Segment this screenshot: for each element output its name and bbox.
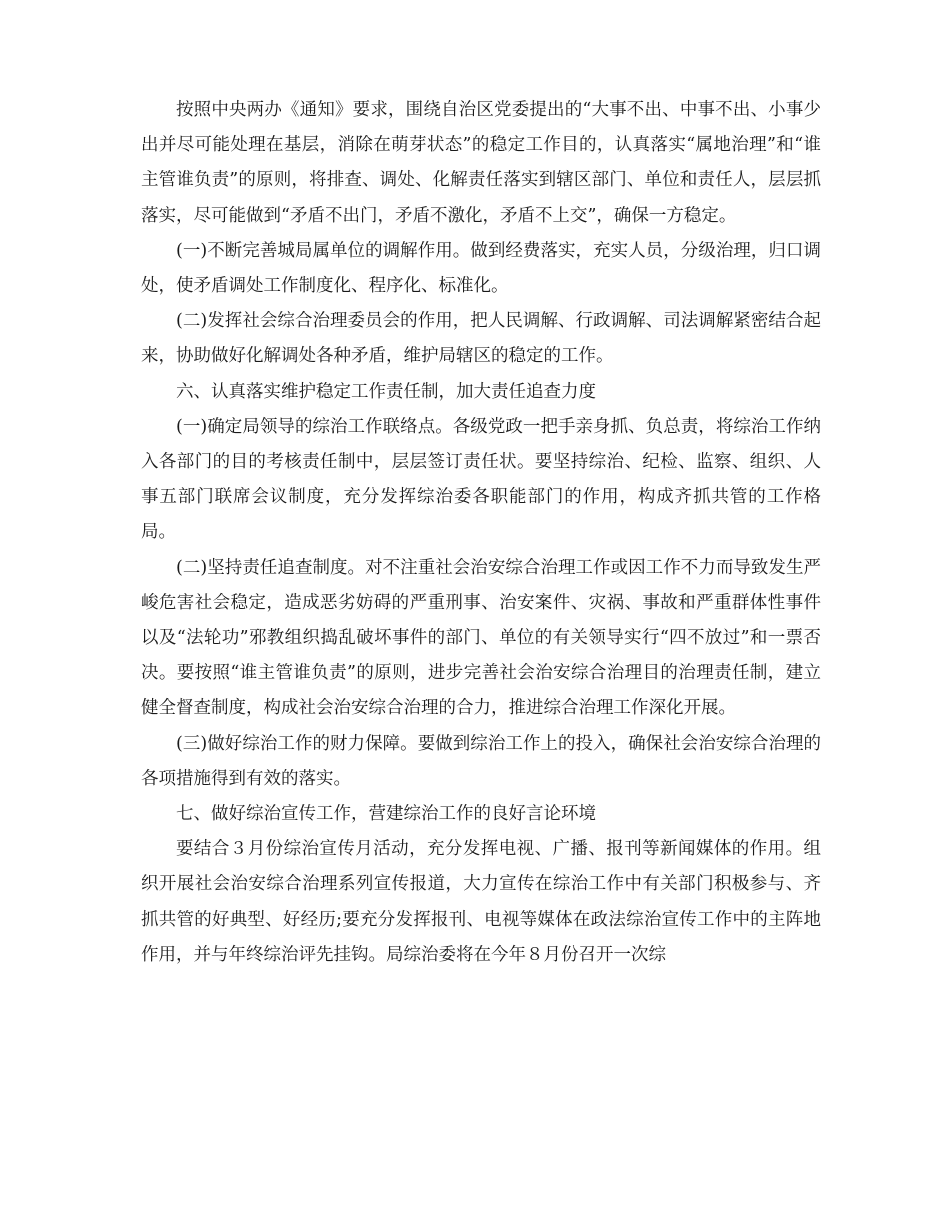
paragraph-6-item-3: (三)做好综治工作的财力保障。要做到综治工作上的投入，确保社会治安综合治理的各项措施得到有效的落实。 xyxy=(141,733,821,789)
paragraph-7-body: 要结合３月份综治宣传月活动，充分发挥电视、广播、报刊等新闻媒体的作用。组织开展社会治安综合治理系列宣传报道，大力宣传在综治工作中有关部门积极参与、齐抓共管的好典型、好经历;要充分发挥报刊、电视等媒体在政法综治宣传工作中的主阵地作用，并与年终综治评先挂钩。局综治委将在今年８月份召开一次综 xyxy=(141,839,821,965)
paragraph-item-2: (二)发挥社会综合治理委员会的作用，把人民调解、行政调解、司法调解紧密结合起来，协助做好化解调处各种矛盾，维护局辖区的稳定的工作。 xyxy=(141,311,821,367)
section-heading-7: 七、做好综治宣传工作，营建综治工作的良好言论环境 xyxy=(176,804,596,825)
paragraph-6-item-1: (一)确定局领导的综治工作联络点。各级党政一把手亲身抓、负总责，将综治工作纳入各部门的目的考核责任制中，层层签订责任状。要坚持综治、纪检、监察、组织、人事五部门联席会议制度，充分发挥综治委各职能部门的作用，构成齐抓共管的工作格局。 xyxy=(141,416,821,543)
paragraph-intro: 按照中央两办《通知》要求，围绕自治区党委提出的“大事不出、中事不出、小事少出并尽可能处理在基层，消除在萌芽状态”的稳定工作目的，认真落实“属地治理”和“谁主管谁负责”的原则，将排查、调处、化解责任落实到辖区部门、单位和责任人，层层抓落实，尽可能做到“矛盾不出门，矛盾不激化，矛盾不上交”，确保一方稳定。 xyxy=(141,100,821,226)
section-heading-6: 六、认真落实维护稳定工作责任制，加大责任追查力度 xyxy=(176,381,596,402)
paragraph-item-1: (一)不断完善城局属单位的调解作用。做到经费落实，充实人员，分级治理，归口调处，使矛盾调处工作制度化、程序化、标准化。 xyxy=(141,240,821,297)
paragraph-6-item-2: (二)坚持责任追查制度。对不注重社会治安综合治理工作或因工作不力而导致发生严峻危害社会稳定，造成恶劣妨碍的严重刑事、治安案件、灾祸、事故和严重群体性事件以及“法轮功”邪教组织捣乱破坏事件的部门、单位的有关领导实行“四不放过”和一票否决。要按照“谁主管谁负责”的原则，进步完善社会治安综合治理目的治理责任制，建立健全督查制度，构成社会治安综合治理的合力，推进综合治理工作深化开展。 xyxy=(141,557,821,719)
document-body xyxy=(141,93,821,973)
